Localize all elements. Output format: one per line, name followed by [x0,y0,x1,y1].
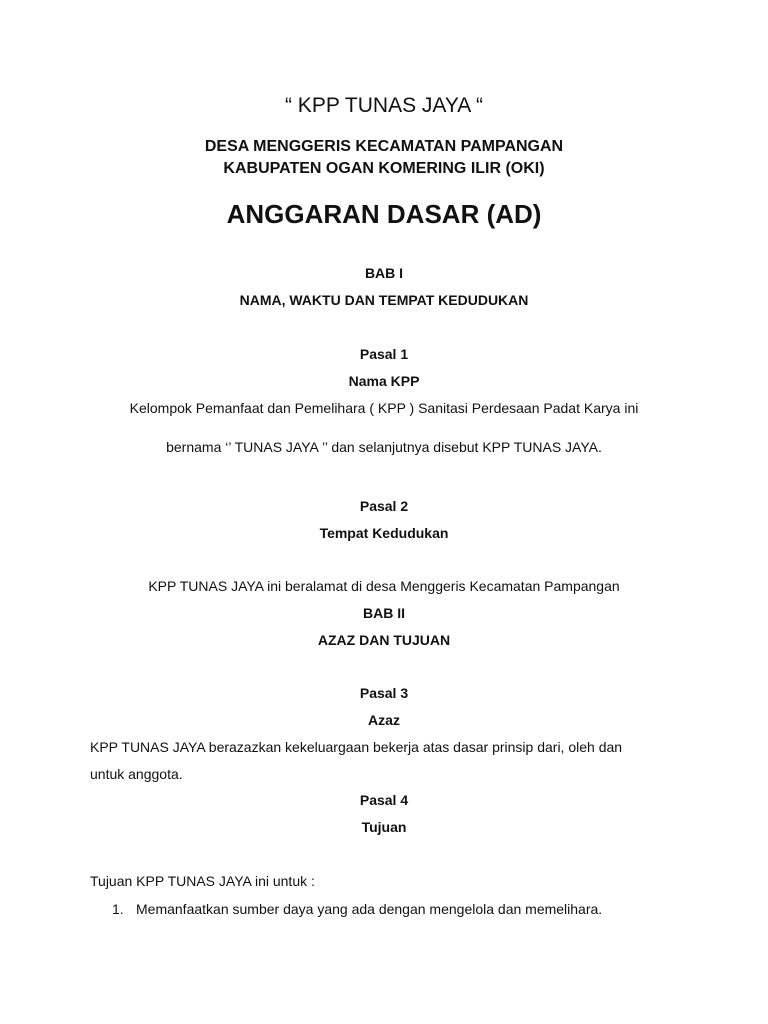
subtitle-line-2: KABUPATEN OGAN KOMERING ILIR (OKI) [223,160,545,177]
pasal-1-text-line-1: Kelompok Pemanfaat dan Pemelihara ( KPP ) Sanitasi Perdesaan Padat Karya ini [129,400,639,416]
pasal-3-title: Azaz [368,712,400,728]
bab-2-title: AZAZ DAN TUJUAN [317,632,451,648]
list-item-number: 1. [112,901,124,917]
subtitle-line-1: DESA MENGGERIS KECAMATAN PAMPANGAN [204,138,564,155]
pasal-4-label: Pasal 4 [359,792,409,808]
pasal-1-text-line-2: bernama ‘’ TUNAS JAYA ’’ dan selanjutnya disebut KPP TUNAS JAYA. [166,439,602,455]
pasal-2-label: Pasal 2 [359,498,409,514]
pasal-2-title: Tempat Kedudukan [319,525,449,541]
pasal-4-intro: Tujuan KPP TUNAS JAYA ini untuk : [90,873,315,889]
pasal-3-text-line-1: KPP TUNAS JAYA berazazkan kekeluargaan bekerja atas dasar prinsip dari, oleh dan [90,739,623,755]
org-title: “ KPP TUNAS JAYA “ [284,94,483,117]
bab-1-label: BAB I [364,265,404,281]
list-item-text: Memanfaatkan sumber daya yang ada dengan mengelola dan memelihara. [136,901,603,917]
bab-2-label: BAB II [363,605,405,621]
document-title: ANGGARAN DASAR (AD) [226,199,542,229]
pasal-1-label: Pasal 1 [359,346,409,362]
pasal-2-text-line-1: KPP TUNAS JAYA ini beralamat di desa Menggeris Kecamatan Pampangan [148,578,620,594]
list-item [112,901,602,917]
pasal-1-title: Nama KPP [348,373,420,389]
pasal-4-title: Tujuan [361,819,407,835]
bab-1-title: NAMA, WAKTU DAN TEMPAT KEDUDUKAN [239,292,529,308]
pasal-3-text-line-2: untuk anggota. [90,766,183,782]
pasal-3-label: Pasal 3 [359,685,409,701]
